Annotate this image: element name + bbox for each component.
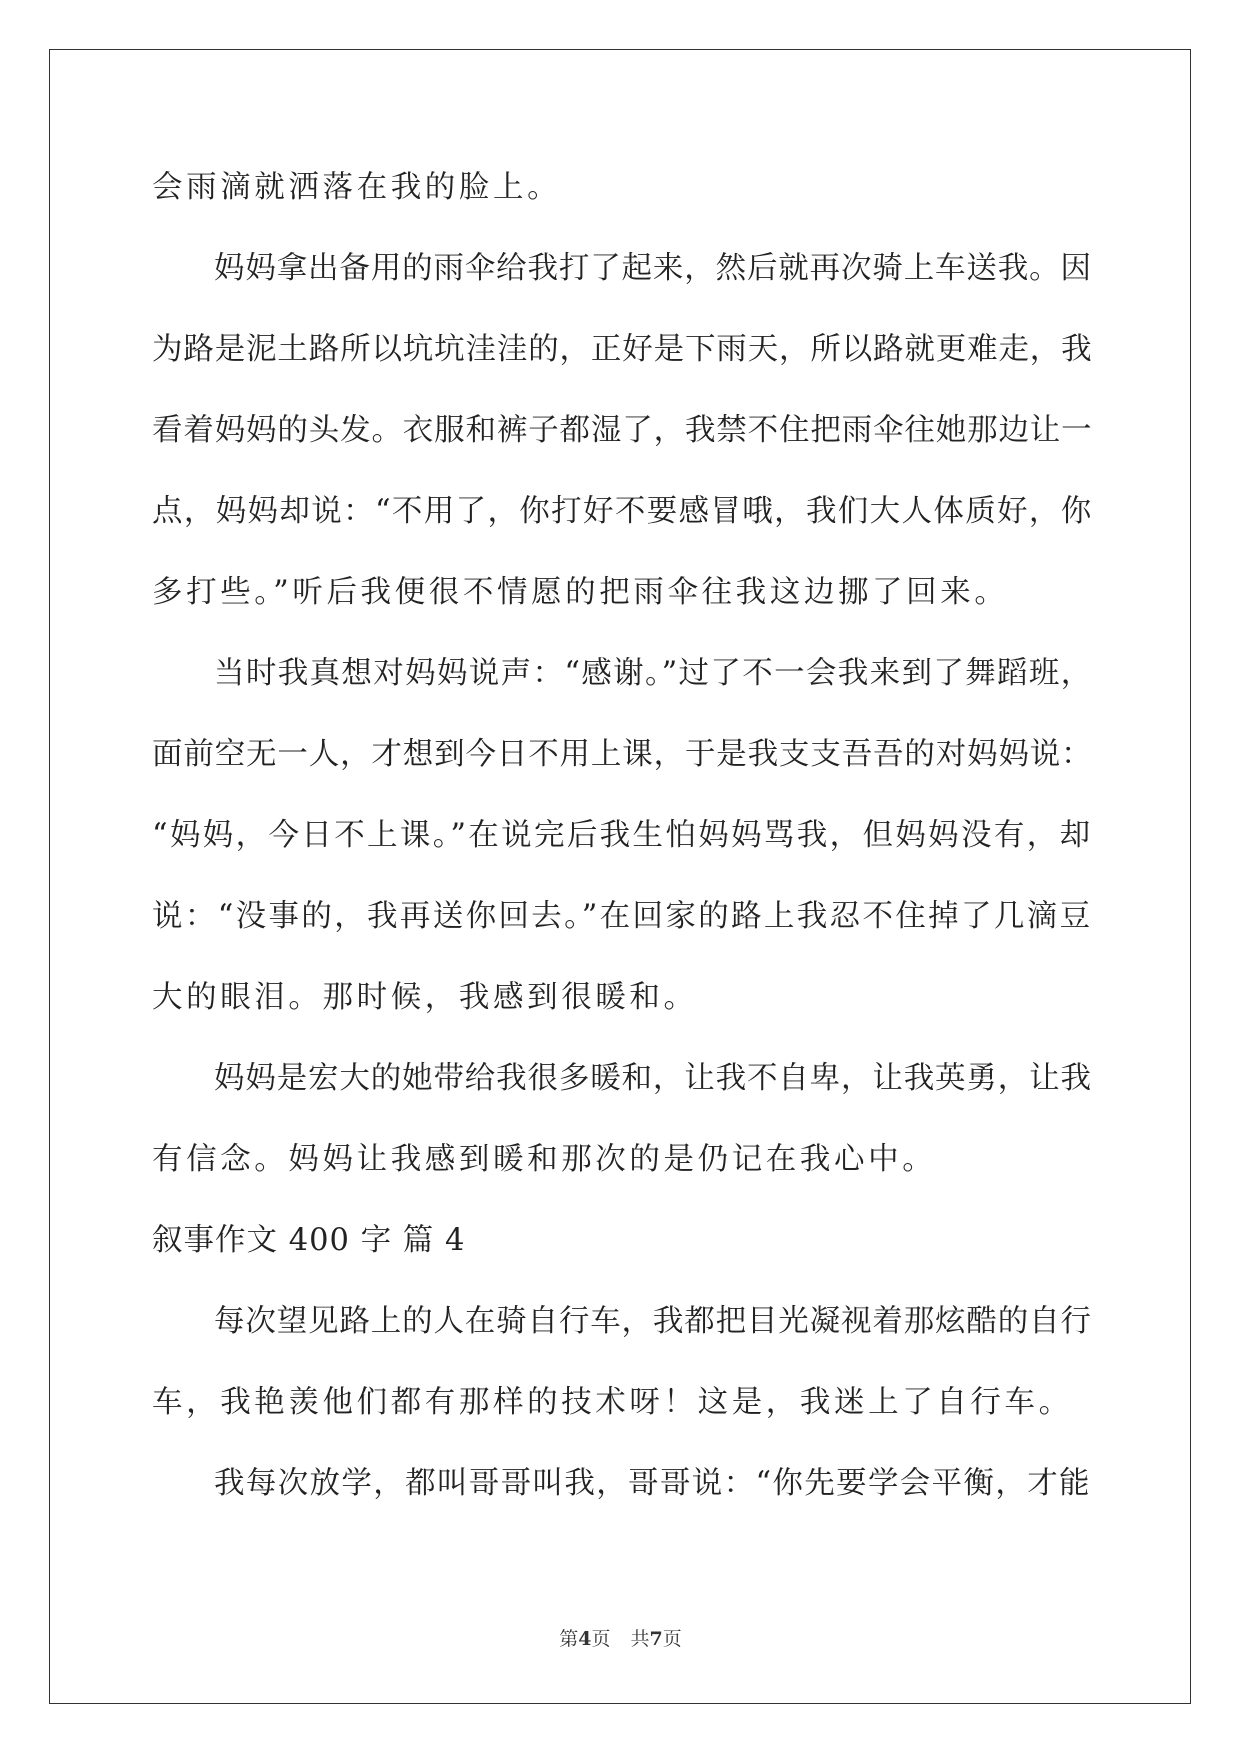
text-line: 点，妈妈却说：“不用了，你打好不要感冒哦，我们大人体质好，你 — [152, 494, 1093, 529]
text-line: 每次望见路上的人在骑自行车，我都把目光凝视着那炫酷的自行 — [214, 1304, 1092, 1339]
section-heading: 叙事作文 400 字 篇 4 — [152, 1223, 466, 1258]
footer-prefix: 第 — [559, 1628, 579, 1650]
total-page-count: 7 — [649, 1628, 663, 1650]
text-line: 妈妈拿出备用的雨伞给我打了起来，然后就再次骑上车送我。因 — [214, 251, 1092, 286]
text-line: 会雨滴就洒落在我的脸上。 — [152, 170, 562, 205]
text-line: 大的眼泪。那时候，我感到很暖和。 — [152, 980, 698, 1015]
text-line: 有信念。妈妈让我感到暖和那次的是仍记在我心中。 — [152, 1142, 937, 1177]
document-body — [152, 158, 1094, 1535]
footer-total-suffix: 页 — [662, 1628, 682, 1650]
text-line: 当时我真想对妈妈说声：“感谢。”过了不一会我来到了舞蹈班， — [214, 656, 1093, 691]
text-line: 说：“没事的，我再送你回去。”在回家的路上我忍不住掉了几滴豆 — [152, 899, 1093, 934]
text-line: 多打些。”听后我便很不情愿的把雨伞往我这边挪了回来。 — [152, 575, 1009, 610]
current-page-number: 4 — [578, 1628, 592, 1650]
text-line: “妈妈，今日不上课。”在说完后我生怕妈妈骂我，但妈妈没有，却 — [152, 818, 1093, 853]
text-line: 为路是泥土路所以坑坑洼洼的，正好是下雨天，所以路就更难走，我 — [152, 332, 1093, 367]
text-line: 车，我艳羡他们都有那样的技术呀！这是，我迷上了自行车。 — [152, 1385, 1073, 1420]
page-footer — [0, 1626, 1241, 1652]
text-line: 看着妈妈的头发。衣服和裤子都湿了，我禁不住把雨伞往她那边让一 — [152, 413, 1093, 448]
footer-total-prefix: 共 — [630, 1628, 650, 1650]
text-line: 面前空无一人，才想到今日不用上课，于是我支支吾吾的对妈妈说： — [152, 737, 1093, 772]
text-line: 我每次放学，都叫哥哥叫我，哥哥说：“你先要学会平衡，才能 — [214, 1466, 1091, 1501]
text-line: 妈妈是宏大的她带给我很多暖和，让我不自卑，让我英勇，让我 — [214, 1061, 1092, 1096]
footer-page-suffix: 页 — [591, 1628, 611, 1650]
